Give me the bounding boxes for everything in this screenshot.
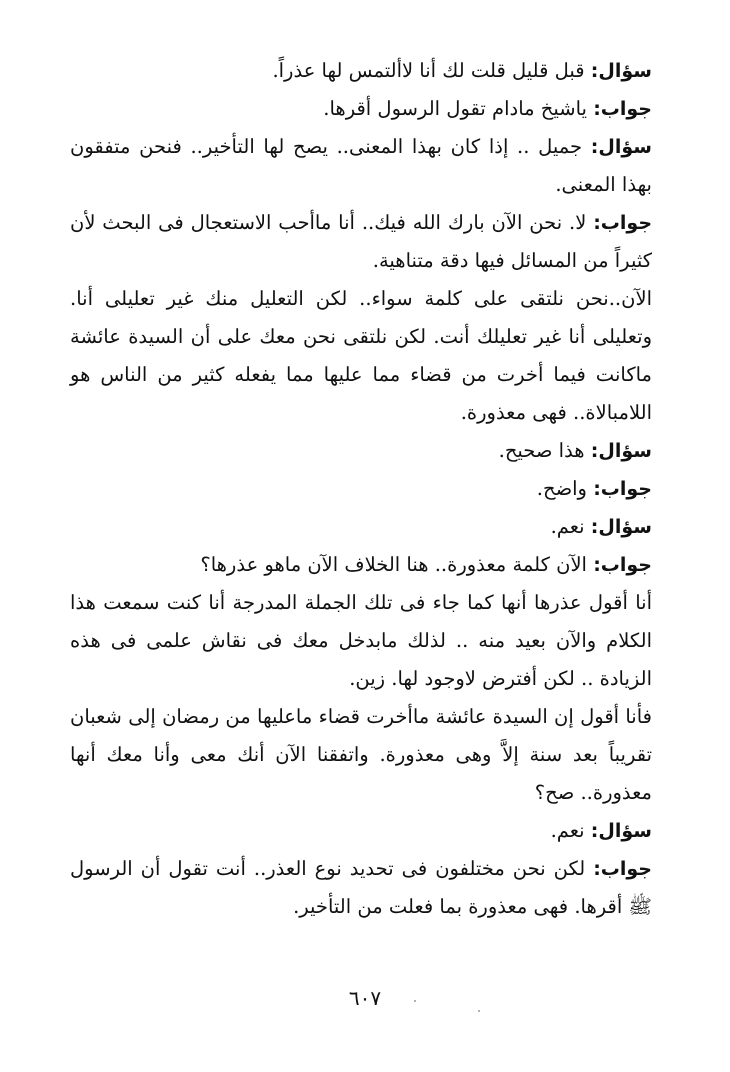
dialogue-body [70, 52, 652, 926]
question-label: سؤال: [590, 440, 652, 462]
answer-label: جواب: [593, 554, 652, 576]
paragraph-text: نعم. [550, 819, 585, 842]
answer-paragraph [70, 204, 652, 280]
paragraph-text: واضح. [536, 477, 587, 500]
question-label: سؤال: [590, 820, 652, 842]
paragraph-text: هذا صحيح. [498, 439, 585, 462]
question-label: سؤال: [590, 60, 652, 82]
paragraph-text: لا. نحن الآن بارك الله فيك.. أنا ماأحب الاستعجال فى البحث لأن كثيراً من المسائل فيها دقة متناهية. [70, 211, 652, 272]
paragraph-text: جميل .. إذا كان بهذا المعنى.. يصح لها التأخير.. فنحن متفقون بهذا المعنى. [70, 135, 652, 196]
answer-label: جواب: [593, 212, 653, 234]
paragraph-text: أنا أقول عذرها أنها كما جاء فى تلك الجملة المدرجة أنا كنت سمعت هذا الكلام والآن بعيد منه .. لذلك مابدخل معك فى نقاش علمى فى هذه الزيادة .. لكن أفترض لاوجود لها. زين. [70, 591, 652, 690]
page-number: ٦٠٧ [348, 986, 382, 1010]
text-paragraph [70, 584, 652, 698]
question-label: سؤال: [590, 136, 652, 158]
paragraph-text: لكن نحن مختلفون فى تحديد نوع العذر.. أنت تقول أن الرسول ﷺ أقرها. فهى معذورة بما فعلت من التأخير. [70, 857, 652, 918]
paragraph-text: الآن..نحن نلتقى على كلمة سواء.. لكن التعليل منك غير تعليلى أنا. وتعليلى أنا غير تعليلك أنت. لكن نلتقى نحن معك على أن السيدة عائشة ماكانت فيما أخرت من قضاء مما عليها مما يفعله كثير من الناس هو اللامبالاة.. فهى معذورة. [70, 287, 652, 424]
text-paragraph [70, 698, 652, 812]
paragraph-text: فأنا أقول إن السيدة عائشة ماأخرت قضاء ماعليها من رمضان إلى شعبان تقريباً بعد سنة إلاَّ وهى معذورة. واتفقنا الآن أنك معى وأنا معك أنها معذورة.. صح؟ [70, 705, 652, 804]
question-paragraph [70, 52, 652, 90]
question-paragraph [70, 508, 652, 546]
question-paragraph [70, 432, 652, 470]
question-label: سؤال: [590, 516, 652, 538]
paragraph-text: الآن كلمة معذورة.. هنا الخلاف الآن ماهو عذرها؟ [200, 553, 587, 576]
scan-speck [478, 1010, 480, 1012]
answer-label: جواب: [593, 478, 652, 500]
question-paragraph [70, 128, 652, 204]
answer-paragraph [70, 470, 652, 508]
answer-paragraph [70, 90, 652, 128]
paragraph-text: نعم. [550, 515, 585, 538]
answer-paragraph [70, 546, 652, 584]
answer-paragraph [70, 850, 652, 926]
paragraph-text: ياشيخ مادام تقول الرسول أقرها. [323, 97, 587, 120]
scan-speck [414, 1000, 416, 1002]
text-paragraph [70, 280, 652, 432]
paragraph-text: قبل قليل قلت لك أنا لاألتمس لها عذراً. [272, 59, 585, 82]
answer-label: جواب: [593, 98, 652, 120]
answer-label: جواب: [593, 858, 652, 880]
question-paragraph [70, 812, 652, 850]
